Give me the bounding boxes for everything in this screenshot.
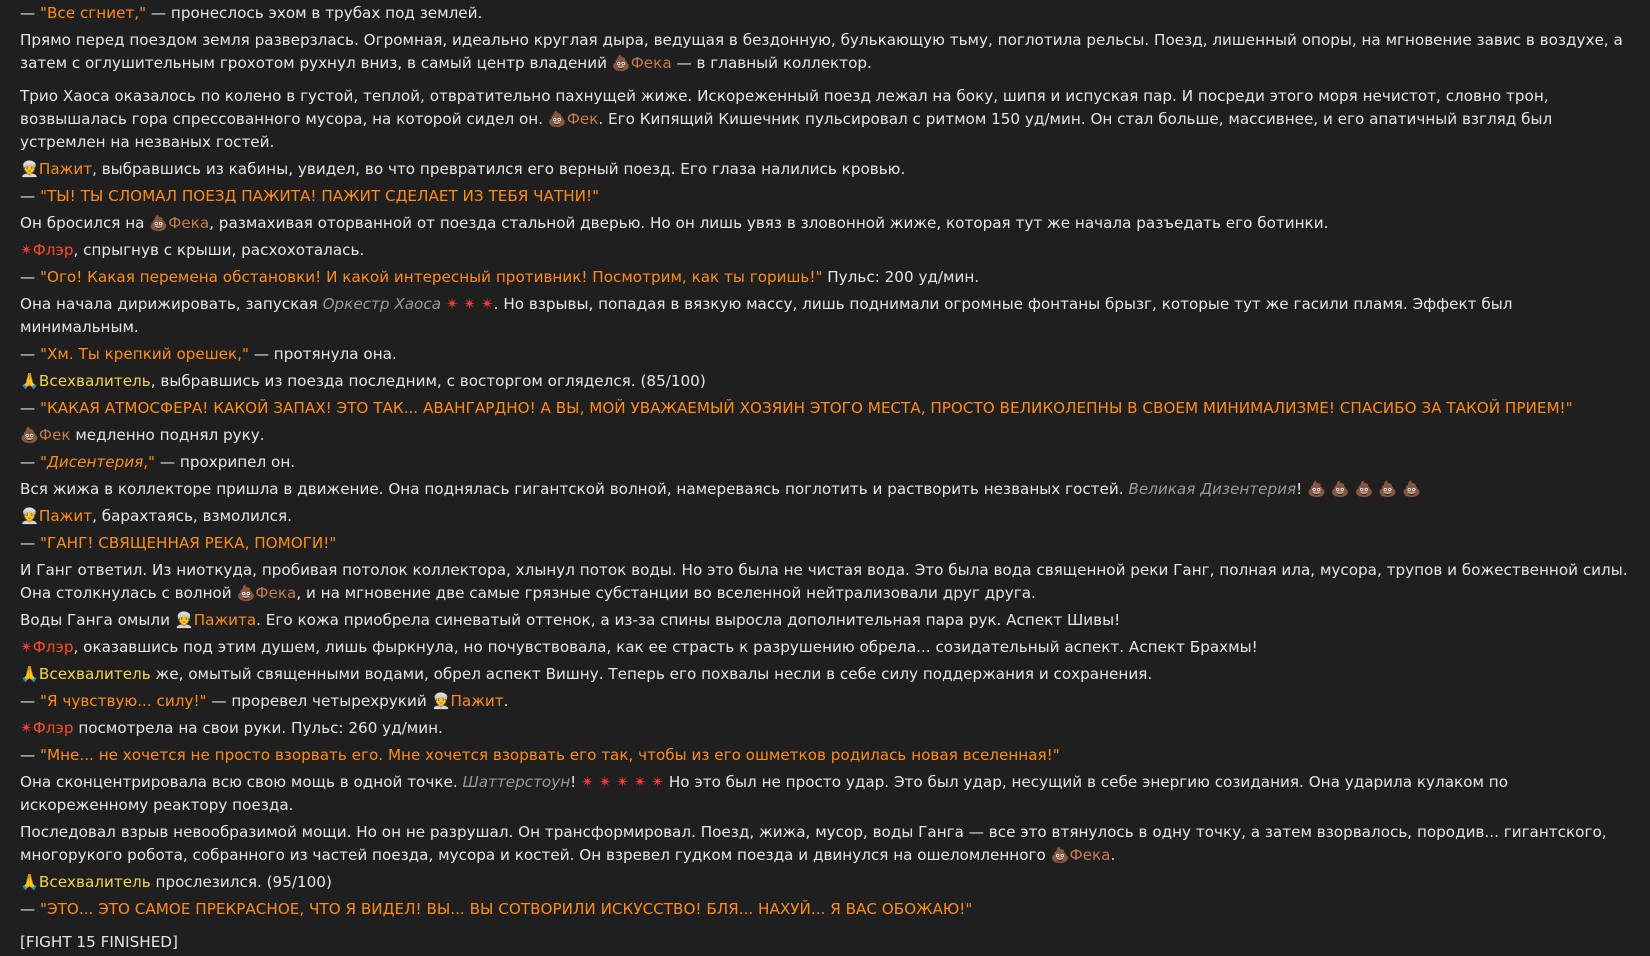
log-paragraph [20,291,1630,341]
log-paragraph [20,557,1630,607]
dialogue-dash: — [20,4,41,22]
log-text: ! [1296,480,1308,498]
burst-icon: ✴ [20,638,33,656]
quote-text: ," [143,453,156,471]
log-paragraph [20,0,1630,27]
log-paragraph [20,819,1630,869]
log-paragraph [20,395,1630,422]
log-text: ! [570,773,582,791]
log-text: медленно поднял руку. [70,426,265,444]
dialogue-dash: — [20,534,41,552]
dialogue-dash: — [20,399,41,417]
character-name: Фека [255,584,297,602]
praying-hands-icon: 🙏 [20,873,39,891]
dialogue-dash: — [20,746,41,764]
quote-text: "ГАНГ! СВЯЩЕННАЯ РЕКА, ПОМОГИ!" [40,534,337,552]
log-paragraph [20,715,1630,742]
log-text: — протянула она. [248,345,397,363]
dialogue-dash: — [20,268,41,286]
log-paragraph [20,156,1630,183]
log-paragraph [20,503,1630,530]
burst-icon: ✴ [20,241,33,259]
dialogue-dash: — [20,453,41,471]
log-paragraph [20,742,1630,769]
turban-icon: 👳 [20,160,39,178]
log-paragraph [20,368,1630,395]
log-paragraph [20,264,1630,291]
character-name: Фека [168,214,210,232]
log-text: — прохрипел он. [155,453,296,471]
quote-text: "Все сгниет," [40,4,147,22]
character-name: Всехвалитель [38,873,151,891]
character-name: Фека [630,54,672,72]
character-name: Флэр [32,638,74,656]
log-paragraph [20,183,1630,210]
quote-text: "ТЫ! ТЫ СЛОМАЛ ПОЕЗД ПАЖИТА! ПАЖИТ СДЕЛАЕТ ИЗ ТЕБЯ ЧАТНИ!" [40,187,600,205]
log-text: — проревел четырехрукий [206,692,432,710]
burst-icon: ✴ ✴ ✴ ✴ ✴ [581,773,665,791]
log-text: — пронеслось эхом в трубах под землей. [146,4,483,22]
log-text: Прямо перед поездом земля разверзлась. Огромная, идеально круглая дыра, ведущая в бездонную, булькающую тьму, поглотила рельсы. Поезд, лишенный опоры, на мгновение завис в воздухе, а затем с оглушительным грохотом рухнул вниз, в самый центр владений [20,31,1623,72]
log-text: Пульс: 200 уд/мин. [822,268,980,286]
log-paragraph [20,237,1630,264]
log-text: — в главный коллектор. [671,54,872,72]
character-name: Фек [566,110,599,128]
character-name: Фек [38,426,71,444]
log-paragraph [20,896,1630,923]
quote-text: "КАКАЯ АТМОСФЕРА! КАКОЙ ЗАПАХ! ЭТО ТАК... АВАНГАРДНО! А ВЫ, МОЙ УВАЖАЕМЫЙ ХОЗЯИН ЭТОГО МЕСТА, ПРОСТО ВЕЛИКОЛЕПНЫ В СВОЕМ МИНИМАЛИЗМЕ! СПАСИБО ЗА ТАКОЙ ПРИЕМ!" [40,399,1573,417]
log-paragraph [20,341,1630,368]
character-name: Пажит [38,507,93,525]
log-text: Она начала дирижировать, запуская [20,295,323,313]
praying-hands-icon: 🙏 [20,372,39,390]
log-text: [FIGHT 15 FINISHED] [20,933,178,951]
poop-icon: 💩 💩 💩 💩 💩 [1307,480,1421,498]
burst-icon: ✴ [20,719,33,737]
dialogue-dash: — [20,900,41,918]
log-text: . [503,692,509,710]
poop-icon: 💩 [611,54,631,72]
log-paragraph [20,769,1630,819]
log-paragraph [20,210,1630,237]
turban-icon: 👳 [431,692,451,710]
log-text: Она сконцентрировала всю свою мощь в одной точке. [20,773,463,791]
log-text: Воды Ганга омыли [20,611,175,629]
log-text: Последовал взрыв невообразимой мощи. Но он не разрушал. Он трансформировал. Поезд, жижа, мусор, воды Ганга — все это втянулось в одну точку, а затем взорвалось, породив... гигантского, многорукого робота, собранного из частей поезда, мусора и костей. Он взревел гудком поезда и двинулся на ошеломленного [20,823,1607,864]
poop-icon: 💩 [149,214,169,232]
log-paragraph [20,476,1630,503]
log-text: , размахивая оторванной от поезда стальной дверью. Но он лишь увяз в зловонной жиже, которая тут же начала разъедать его ботинки. [209,214,1329,232]
log-text: , выбравшись из поезда последним, с восторгом огляделся. (85/100) [150,372,706,390]
log-paragraph [20,929,1630,956]
quote-text: "Я чувствую... силу!" [40,692,207,710]
poop-icon: 💩 [236,584,256,602]
log-text: , выбравшись из кабины, увидел, во что превратился его верный поезд. Его глаза налились кровью. [92,160,906,178]
turban-icon: 👳 [20,507,39,525]
log-text: прослезился. (95/100) [150,873,332,891]
log-paragraph [20,530,1630,557]
character-name: Всехвалитель [38,665,151,683]
log-paragraph [20,661,1630,688]
log-paragraph [20,422,1630,449]
log-paragraph [20,869,1630,896]
quote-text: "ЭТО... ЭТО САМОЕ ПРЕКРАСНОЕ, ЧТО Я ВИДЕЛ! ВЫ... ВЫ СОТВОРИЛИ ИСКУССТВО! БЛЯ... НАХУЙ... Я ВАС ОБОЖАЮ!" [40,900,973,918]
log-text: И Ганг ответил. Из ниоткуда, пробивая потолок коллектора, хлынул поток воды. Но это была не чистая вода. Это была вода священной реки Ганг, полная ила, мусора, трупов и божественной силы. Она столкнулась с волной [20,561,1628,602]
turban-icon: 👳 [174,611,194,629]
poop-icon: 💩 [1050,846,1070,864]
character-name: Пажита [193,611,257,629]
log-text: Трио Хаоса оказалось по колено в густой, теплой, отвратительно пахнущей жиже. Искореженный поезд лежал на боку, шипя и испуская пар. И посреди этого моря нечистот, словно трон, возвышалась гора спрессованного мусора, на которой сидел он. [20,87,1549,128]
log-paragraph [20,83,1630,156]
quote-text: Дисентерия [47,453,144,471]
log-text: . Его Кипящий Кишечник пульсировал с ритмом 150 уд/мин. Он стал больше, массивнее, и его апатичный взгляд был устремлен на незваных гостей. [20,110,1553,151]
log-text: . Его кожа приобрела синеватый оттенок, а из-за спины выросла дополнительная пара рук. Аспект Шивы! [256,611,1121,629]
poop-icon: 💩 [20,426,39,444]
skill-name: Шаттерстоун [462,773,571,791]
dialogue-dash: — [20,187,41,205]
log-paragraph [20,634,1630,661]
log-text: , спрыгнув с крыши, расхохоталась. [73,241,365,259]
dialogue-dash: — [20,692,41,710]
log-text: Он бросился на [20,214,150,232]
log-text: . Но взрывы, попадая в вязкую массу, лишь поднимали огромные фонтаны брызг, которые тут же гасили пламя. Эффект был минимальным. [20,295,1513,336]
log-text: , и на мгновение две самые грязные субстанции во вселенной нейтрализовали друг друга. [296,584,1036,602]
log-paragraph [20,27,1630,77]
quote-text: "Хм. Ты крепкий орешек," [40,345,249,363]
log-paragraph [20,449,1630,476]
character-name: Пажит [450,692,504,710]
poop-icon: 💩 [547,110,567,128]
character-name: Флэр [32,241,74,259]
character-name: Фека [1069,846,1111,864]
log-text: Но это был не просто удар. Это был удар, несущий в себе энергию созидания. Она ударила кулаком по искореженному реактору поезда. [20,773,1509,814]
log-text: же, омытый священными водами, обрел аспект Вишну. Теперь его похвалы несли в себе силу поддержания и сохранения. [150,665,1153,683]
dialogue-dash: — [20,345,41,363]
log-text: посмотрела на свои руки. Пульс: 260 уд/мин. [73,719,443,737]
skill-name: Великая Дизентерия [1128,480,1297,498]
log-text: . [1110,846,1116,864]
log-paragraph [20,688,1630,715]
log-text: Вся жижа в коллекторе пришла в движение. Она поднялась гигантской волной, намереваясь поглотить и растворить незваных гостей. [20,480,1129,498]
praying-hands-icon: 🙏 [20,665,39,683]
quote-text: "Мне... не хочется не просто взорвать его. Мне хочется взорвать его так, чтобы из его ошметков родилась новая вселенная!" [40,746,1060,764]
log-paragraph [20,607,1630,634]
quote-text: " [40,453,48,471]
log-text: , барахтаясь, взмолился. [92,507,292,525]
quote-text: "Ого! Какая перемена обстановки! И какой интересный противник! Посмотрим, как ты горишь!" [40,268,823,286]
character-name: Всехвалитель [38,372,151,390]
skill-name: Оркестр Хаоса [322,295,441,313]
log-text: , оказавшись под этим душем, лишь фыркнула, но почувствовала, как ее страсть к разрушению обрела... созидательный аспект. Аспект Брахмы! [73,638,1258,656]
character-name: Флэр [32,719,74,737]
character-name: Пажит [38,160,93,178]
burst-icon: ✴ ✴ ✴ [441,295,494,313]
